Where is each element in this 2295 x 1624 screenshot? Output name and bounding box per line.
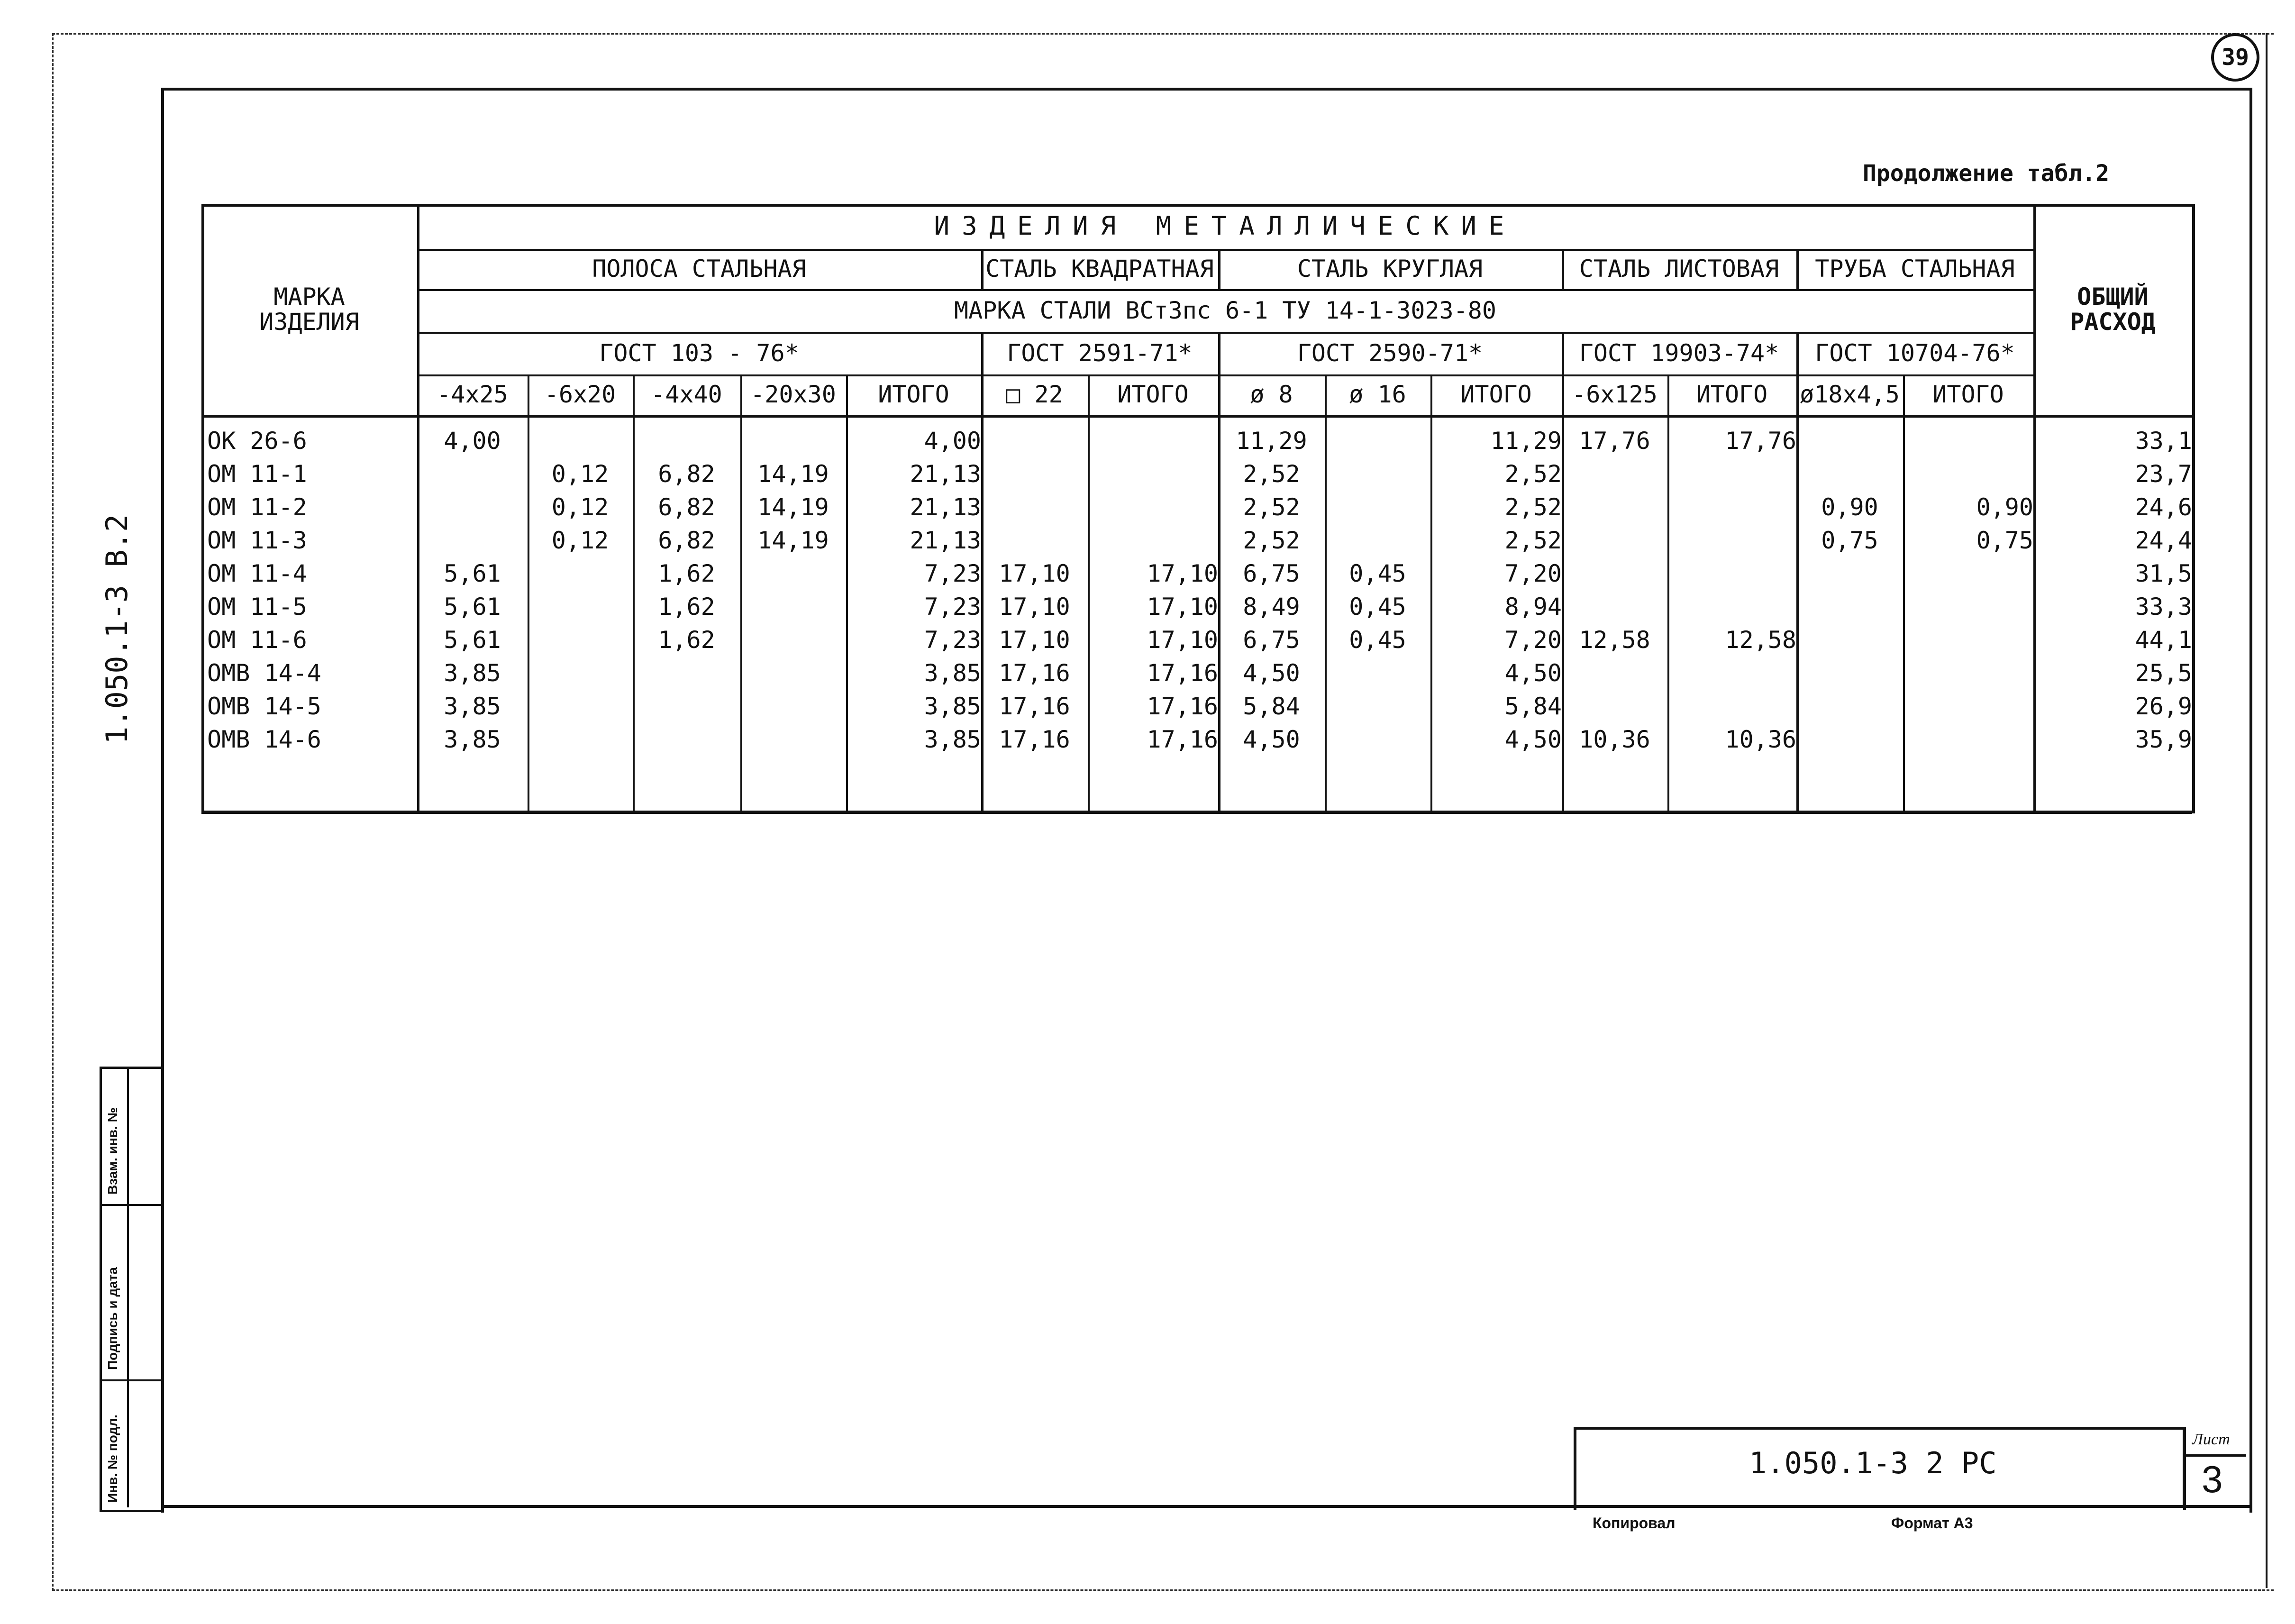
row-cell <box>1667 557 1807 590</box>
row-cell: 14,19 <box>757 526 829 554</box>
row-cell <box>417 491 528 524</box>
row-cell: 7,23 <box>924 593 981 620</box>
row-cell: 21,13 <box>910 526 981 554</box>
row-cell: 4,50 <box>1243 725 1300 753</box>
row-cell: 7,20 <box>1504 559 1562 587</box>
row-cell <box>1903 424 2044 457</box>
header-col-2: -6х20 <box>544 381 616 409</box>
row-cell: 2,52 <box>1504 493 1562 521</box>
row-cell <box>1903 657 2044 690</box>
row-mark: ОМВ 14-6 <box>207 725 321 753</box>
page-number-text: 39 <box>2222 44 2249 71</box>
row-cell <box>1796 424 1903 457</box>
header-gost-4: ГОСТ 10704-76* <box>1815 339 2015 367</box>
row-cell: 0,45 <box>1349 626 1406 654</box>
row-cell: 17,10 <box>1147 593 1218 620</box>
header-col-7: ИТОГО <box>1117 381 1189 409</box>
row-cell: 17,16 <box>1147 692 1218 720</box>
row-cell: 12,58 <box>1725 626 1796 654</box>
row-mark: ОМ 11-4 <box>207 559 307 587</box>
header-group-2: СТАЛЬ КРУГЛАЯ <box>1297 255 1483 283</box>
row-cell: 4,00 <box>924 427 981 455</box>
row-cell: 0,75 <box>1821 526 1878 554</box>
row-cell: 5,84 <box>1243 692 1300 720</box>
row-cell <box>740 557 846 590</box>
row-cell: 6,82 <box>658 526 715 554</box>
row-cell <box>1088 491 1229 524</box>
row-cell <box>528 590 633 623</box>
row-cell: 0,90 <box>1821 493 1878 521</box>
row-cell <box>1325 491 1430 524</box>
row-cell: 5,84 <box>1504 692 1562 720</box>
row-cell: 3,85 <box>444 725 501 753</box>
row-cell <box>1325 424 1430 457</box>
row-cell <box>1562 491 1667 524</box>
sheet-box-divider <box>2183 1454 2246 1457</box>
stamp-vzam-inv: Взам. инв. № <box>105 1107 120 1195</box>
row-cell <box>1325 723 1430 756</box>
header-group-3: СТАЛЬ ЛИСТОВАЯ <box>1579 255 1779 283</box>
row-cell: 17,10 <box>1147 559 1218 587</box>
row-cell <box>633 657 740 690</box>
row-cell: 0,12 <box>551 493 609 521</box>
row-cell: 0,75 <box>1976 526 2033 554</box>
row-cell <box>528 424 633 457</box>
row-cell: 0,45 <box>1349 559 1406 587</box>
row-cell <box>1562 690 1667 723</box>
row-cell: 21,13 <box>910 460 981 488</box>
row-cell: 2,52 <box>1243 526 1300 554</box>
row-cell <box>1667 690 1807 723</box>
row-cell: 3,85 <box>924 659 981 687</box>
row-cell: 6,75 <box>1243 559 1300 587</box>
table-col-rule <box>981 249 984 289</box>
row-cell: 0,90 <box>1976 493 2033 521</box>
row-cell <box>528 657 633 690</box>
row-cell <box>981 424 1088 457</box>
row-cell <box>740 690 846 723</box>
header-marka: МАРКА ИЗДЕЛИЯ <box>259 283 359 336</box>
row-cell <box>1667 590 1807 623</box>
row-cell: 7,23 <box>924 559 981 587</box>
table-col-rule <box>1796 249 1799 289</box>
row-cell: 0,45 <box>1349 593 1406 620</box>
header-steel-mark: МАРКА СТАЛИ ВСт3пс 6-1 ТУ 14-1-3023-80 <box>954 296 1496 324</box>
row-cell <box>1667 457 1807 491</box>
title-block-code: 1.050.1-3 2 РС <box>1749 1446 1997 1480</box>
row-cell <box>740 424 846 457</box>
row-cell: 14,19 <box>757 460 829 488</box>
row-cell <box>1796 723 1903 756</box>
row-mark: ОМВ 14-5 <box>207 692 321 720</box>
table-bottom-border <box>201 811 2192 814</box>
row-cell <box>1562 557 1667 590</box>
row-cell <box>1796 690 1903 723</box>
row-cell <box>633 424 740 457</box>
row-cell: 6,82 <box>658 460 715 488</box>
row-total: 31,5 <box>2135 559 2192 587</box>
row-cell <box>1088 524 1229 557</box>
row-cell: 1,62 <box>658 626 715 654</box>
row-cell: 6,75 <box>1243 626 1300 654</box>
header-col-11: -6х125 <box>1572 381 1658 409</box>
row-cell <box>1903 457 2044 491</box>
row-cell <box>1562 524 1667 557</box>
row-cell <box>981 524 1088 557</box>
row-cell: 8,94 <box>1504 593 1562 620</box>
row-cell <box>1562 590 1667 623</box>
row-cell: 17,16 <box>999 659 1070 687</box>
row-cell <box>528 723 633 756</box>
row-cell <box>740 590 846 623</box>
stamp-inv-podl: Инв. № подл. <box>105 1414 120 1503</box>
header-col-1: -4х25 <box>437 381 508 409</box>
row-cell: 2,52 <box>1504 526 1562 554</box>
row-cell: 12,58 <box>1579 626 1650 654</box>
table-header-separator <box>201 415 2192 418</box>
row-cell: 17,16 <box>1147 659 1218 687</box>
row-cell <box>1796 590 1903 623</box>
row-total: 24,6 <box>2135 493 2192 521</box>
row-mark: ОМ 11-6 <box>207 626 307 654</box>
row-mark: ОМ 11-5 <box>207 593 307 620</box>
row-cell: 3,85 <box>924 692 981 720</box>
row-cell: 4,50 <box>1504 659 1562 687</box>
row-cell: 8,49 <box>1243 593 1300 620</box>
row-cell: 4,50 <box>1243 659 1300 687</box>
row-cell <box>740 657 846 690</box>
row-cell: 10,36 <box>1725 725 1796 753</box>
row-cell: 6,82 <box>658 493 715 521</box>
row-cell <box>417 524 528 557</box>
row-cell <box>981 491 1088 524</box>
row-cell <box>1796 657 1903 690</box>
header-col-12: ИТОГО <box>1696 381 1768 409</box>
row-cell <box>417 457 528 491</box>
row-mark: ОМ 11-2 <box>207 493 307 521</box>
row-cell: 5,61 <box>444 593 501 620</box>
row-cell: 17,10 <box>1147 626 1218 654</box>
header-group-4: ТРУБА СТАЛЬНАЯ <box>1815 255 2015 283</box>
row-cell <box>740 623 846 657</box>
row-cell <box>1562 457 1667 491</box>
row-cell <box>1667 657 1807 690</box>
row-cell: 5,61 <box>444 626 501 654</box>
row-cell: 11,29 <box>1490 427 1562 455</box>
continuation-note: Продолжение табл.2 <box>1863 160 2110 187</box>
header-group-1: СТАЛЬ КВАДРАТНАЯ <box>985 255 1214 283</box>
row-cell <box>528 690 633 723</box>
row-cell <box>633 690 740 723</box>
row-cell: 11,29 <box>1236 427 1307 455</box>
row-cell: 4,50 <box>1504 725 1562 753</box>
header-col-6: □ 22 <box>1006 381 1063 409</box>
row-cell: 7,23 <box>924 626 981 654</box>
header-group-0: ПОЛОСА СТАЛЬНАЯ <box>592 255 806 283</box>
row-cell <box>1903 590 2044 623</box>
row-cell <box>1903 690 2044 723</box>
row-cell: 0,12 <box>551 460 609 488</box>
row-cell <box>1903 557 2044 590</box>
row-mark: ОМ 11-3 <box>207 526 307 554</box>
header-col-8: ø 8 <box>1250 381 1293 409</box>
header-col-13: ø18х4,5 <box>1800 381 1900 409</box>
row-cell: 3,85 <box>444 692 501 720</box>
header-gost-3: ГОСТ 19903-74* <box>1579 339 1779 367</box>
row-cell: 17,16 <box>999 692 1070 720</box>
header-col-9: ø 16 <box>1349 381 1406 409</box>
row-cell: 17,76 <box>1579 427 1650 455</box>
header-col-14: ИТОГО <box>1932 381 2004 409</box>
side-stamp-divider-2 <box>100 1379 161 1381</box>
footer-copied: Копировал <box>1593 1515 1676 1532</box>
header-col-5: ИТОГО <box>878 381 949 409</box>
row-total: 24,4 <box>2135 526 2192 554</box>
row-cell: 0,12 <box>551 526 609 554</box>
row-cell <box>1903 623 2044 657</box>
header-obshchiy-raskhod: ОБЩИЙ РАСХОД <box>2070 283 2156 336</box>
row-cell <box>1667 524 1807 557</box>
sheet-number: 3 <box>2202 1458 2223 1500</box>
row-cell <box>1796 557 1903 590</box>
row-cell: 17,10 <box>999 559 1070 587</box>
row-cell <box>1796 457 1903 491</box>
row-cell: 2,52 <box>1243 460 1300 488</box>
row-cell <box>1088 457 1229 491</box>
table-col-rule <box>1562 249 1564 289</box>
row-cell: 4,00 <box>444 427 501 455</box>
row-cell: 17,16 <box>1147 725 1218 753</box>
row-cell: 1,62 <box>658 593 715 620</box>
row-cell: 5,61 <box>444 559 501 587</box>
row-cell <box>528 623 633 657</box>
header-col-4: -20х30 <box>750 381 836 409</box>
row-total: 35,9 <box>2135 725 2192 753</box>
row-cell <box>740 723 846 756</box>
row-cell <box>1325 657 1430 690</box>
row-cell <box>1667 491 1807 524</box>
header-izdeliya: ИЗДЕЛИЯ МЕТАЛЛИЧЕСКИЕ <box>934 211 1517 241</box>
row-total: 25,5 <box>2135 659 2192 687</box>
header-col-3: -4х40 <box>651 381 722 409</box>
header-gost-0: ГОСТ 103 - 76* <box>599 339 799 367</box>
row-cell <box>528 557 633 590</box>
row-total: 33,3 <box>2135 593 2192 620</box>
row-cell <box>1796 623 1903 657</box>
row-cell: 21,13 <box>910 493 981 521</box>
main-frame-bottom <box>161 1505 2249 1508</box>
row-cell: 3,85 <box>444 659 501 687</box>
row-cell: 2,52 <box>1504 460 1562 488</box>
row-mark: ОК 26-6 <box>207 427 307 455</box>
row-cell: 17,16 <box>999 725 1070 753</box>
side-stamp-divider-1 <box>100 1204 161 1206</box>
row-total: 26,9 <box>2135 692 2192 720</box>
row-cell: 17,76 <box>1725 427 1796 455</box>
row-cell: 7,20 <box>1504 626 1562 654</box>
row-cell: 10,36 <box>1579 725 1650 753</box>
row-total: 44,1 <box>2135 626 2192 654</box>
stamp-podpis-data: Подпись и дата <box>105 1267 120 1370</box>
row-cell <box>1903 723 2044 756</box>
row-cell <box>1325 524 1430 557</box>
row-cell <box>981 457 1088 491</box>
row-cell: 3,85 <box>924 725 981 753</box>
row-cell: 14,19 <box>757 493 829 521</box>
row-cell <box>1088 424 1229 457</box>
row-cell <box>1325 457 1430 491</box>
side-code: 1.050.1-3 В.2 <box>100 514 134 744</box>
row-mark: ОМВ 14-4 <box>207 659 321 687</box>
row-cell <box>1325 690 1430 723</box>
header-col-10: ИТОГО <box>1460 381 1532 409</box>
row-cell: 1,62 <box>658 559 715 587</box>
sheet-label: Лист <box>2192 1431 2230 1448</box>
row-cell: 17,10 <box>999 593 1070 620</box>
table-col-rule <box>1218 249 1220 289</box>
footer-format: Формат А3 <box>1891 1515 1973 1532</box>
row-cell: 2,52 <box>1243 493 1300 521</box>
row-total: 23,7 <box>2135 460 2192 488</box>
row-total: 33,1 <box>2135 427 2192 455</box>
row-cell <box>633 723 740 756</box>
side-stamp-divider-v <box>127 1067 129 1507</box>
row-cell <box>1562 657 1667 690</box>
header-gost-2: ГОСТ 2590-71* <box>1297 339 1483 367</box>
header-gost-1: ГОСТ 2591-71* <box>1007 339 1193 367</box>
row-cell: 17,10 <box>999 626 1070 654</box>
row-mark: ОМ 11-1 <box>207 460 307 488</box>
